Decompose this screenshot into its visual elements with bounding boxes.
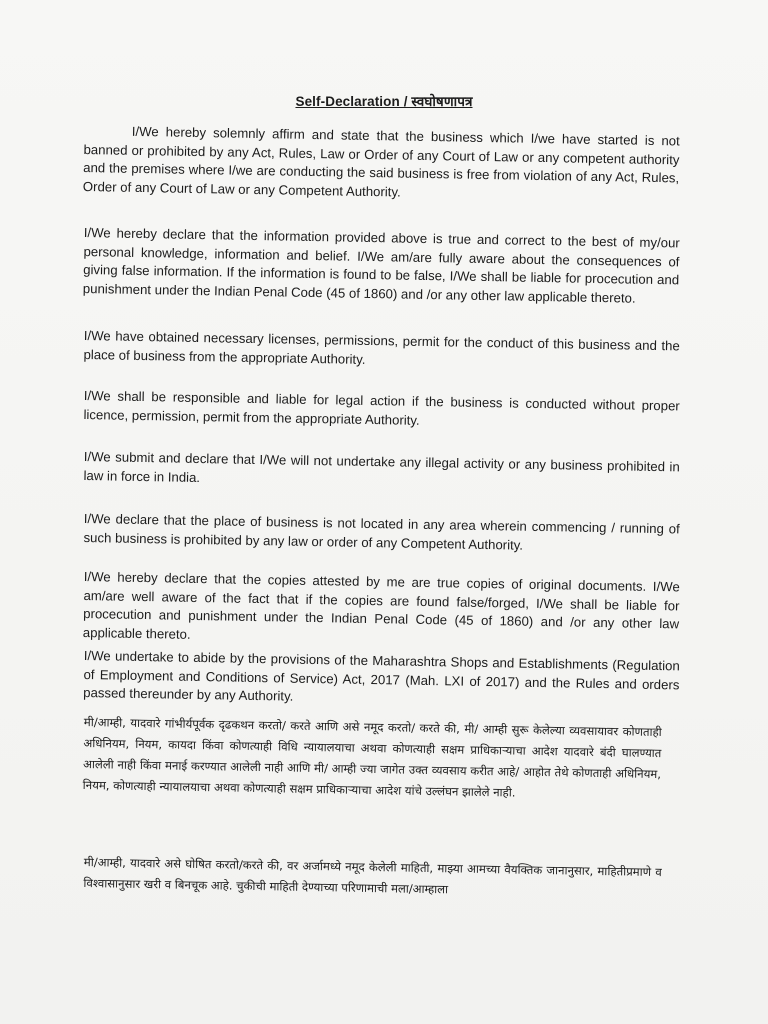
declaration-paragraph-5: I/We submit and declare that I/We will not undertake any illegal activity or any business prohibited in law in force in India. xyxy=(83,448,680,485)
declaration-paragraph-4: I/We shall be responsible and liable for legal action if the business is conducted without proper licence, permission, permit from the appropriate Authority. xyxy=(83,387,680,428)
declaration-paragraph-3: I/We have obtained necessary licenses, permissions, permit for the conduct of this business and the place of business from the appropriate Authority. xyxy=(83,327,680,367)
declaration-paragraph-8: I/We undertake to abide by the provisions of the Maharashtra Shops and Establishments (Regulation of Employment and Conditions of Service) Act, 2017 (Mah. LXI of 2017) and the Rules and orders passed thereunder by any Authority. xyxy=(83,647,680,704)
declaration-paragraph-6: I/We declare that the place of business is not located in any area wherein commencing / running of such business is prohibited by any law or order of any Competent Authority. xyxy=(83,510,680,553)
declaration-paragraph-7: I/We hereby declare that the copies attested by me are true copies of original documents. I/We am/are well aware of the fact that if the copies are found false/forged, I/We shall be liable for procecution and punishment under the Indian Penal Code (45 of 1860) and /or any other law applicable thereto. xyxy=(82,568,680,642)
page-title: Self-Declaration / स्वघोषणापत्र xyxy=(295,94,473,109)
marathi-paragraph-2: मी/आम्ही, यादवारे असे घोषित करतो/करते की, वर अर्जामध्ये नमूद केलेली माहिती, माझ्या आमच्या वैयक्तिक जानानुसार, माहितीप्रमाणे व विश्वासानुसार खरी व बिनचूक आहे. चुकीची माहिती देण्याच्या परिणामाची मला/आम्हाला xyxy=(83,854,662,897)
marathi-paragraph-1: मी/आम्ही, यादवारे गांभीर्यपूर्वक दृढकथन करतो/ करते आणि असे नमूद करतो/ करते की, मी/ आम्ही सुरू केलेल्या व्यवसायावर कोणताही अधिनियम, नियम, कायदा किंवा कोणत्याही विधि न्यायालयाचा अथवा कोणत्याही सक्षम प्राधिकाऱ्याचा आदेश यादवारे बंदी घालण्यात आलेली नाही किंवा मनाई करण्यात आलेली नाही आणि मी/ आम्ही ज्या जागेत उक्त व्यवसाय करीत आहे/ आहोत तेथे कोणताही अधिनियम, नियम, कोणत्याही न्यायालयाचा अथवा कोणत्याही सक्षम प्राधिकाऱ्याचा आदेश यांचे उल्लंघन झालेले नाही. xyxy=(82,714,662,800)
declaration-paragraph-2: I/We hereby declare that the information provided above is true and correct to the best of my/our personal knowledge, information and belief. I/We am/are fully aware about the consequences of giving false information. If the information is found to be false, I/We shall be liable for procecution and punishment under the Indian Penal Code (45 of 1860) and /or any other law applicable thereto. xyxy=(82,224,680,306)
declaration-paragraph-1: I/We hereby solemnly affirm and state that the business which I/we have started is not banned or prohibited by any Act, Rules, Law or Order of any Court of Law or any competent authority and the premises where I/we are conducting the said business is free from violation of any Act, Rules, Order of any Court of Law or any Competent Authority. xyxy=(82,123,680,200)
